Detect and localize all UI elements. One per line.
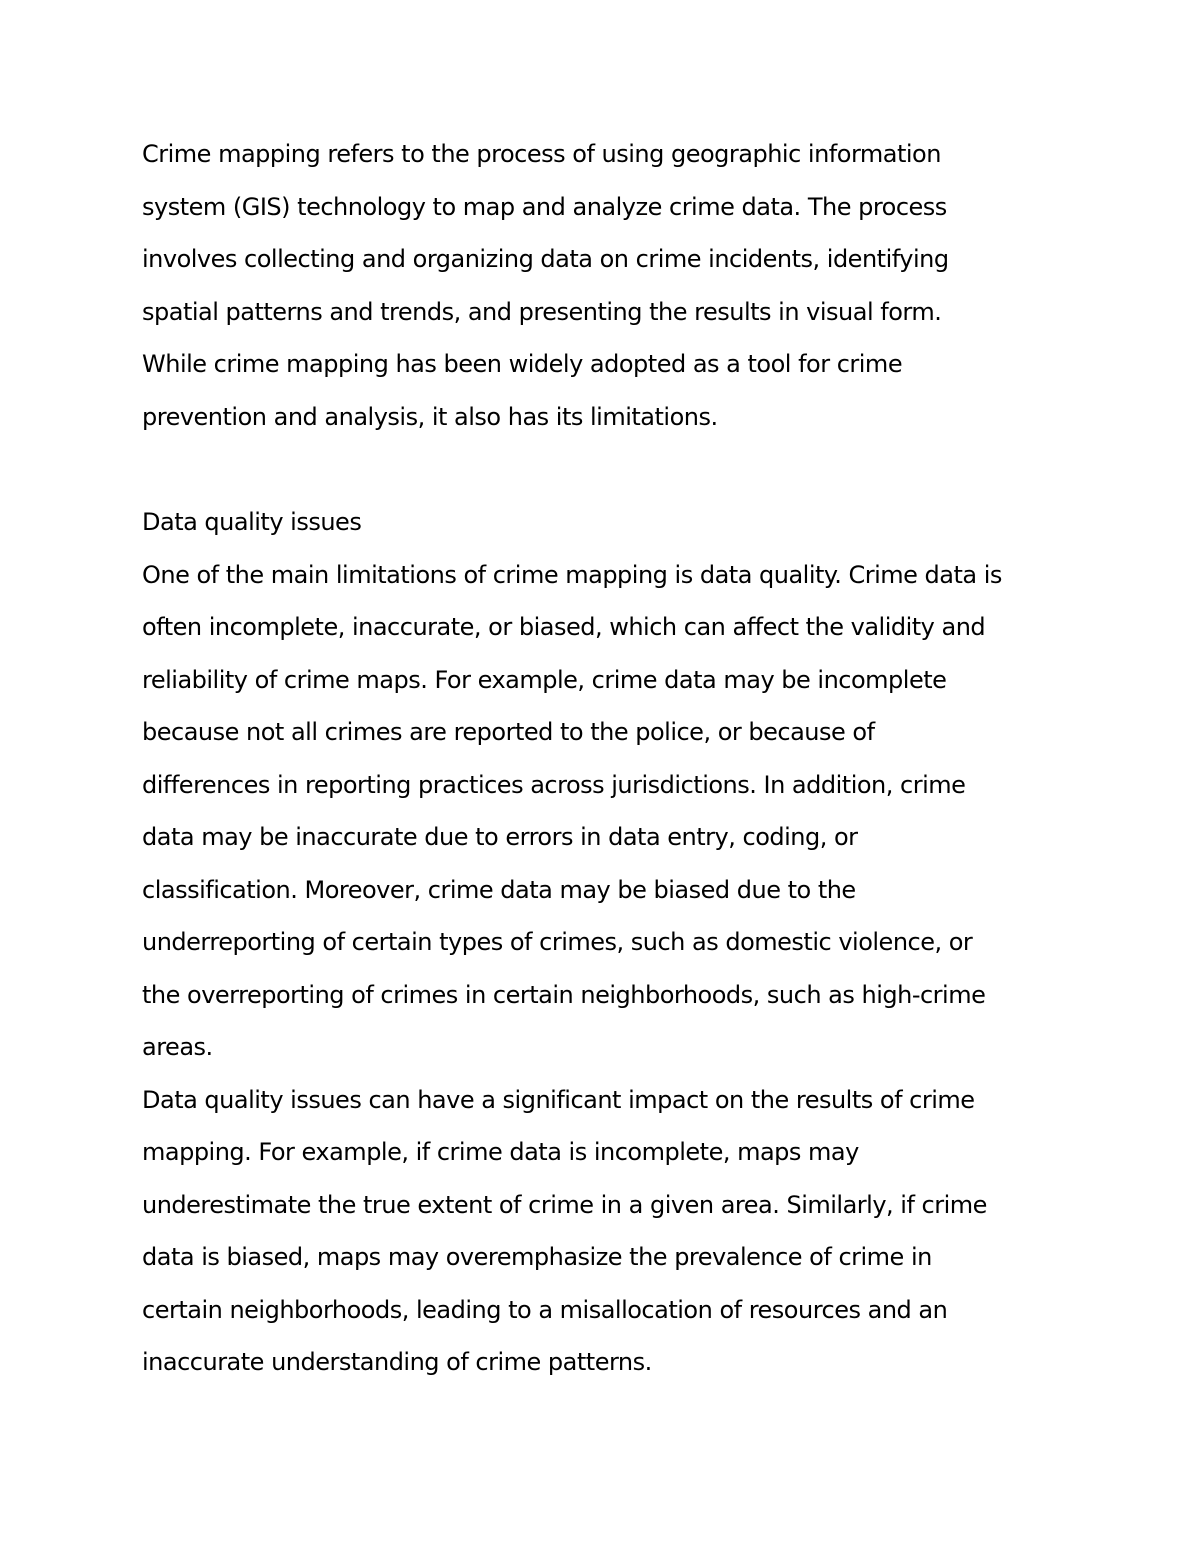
section-heading: Data quality issues xyxy=(142,508,362,536)
text-line: the overreporting of crimes in certain neighborhoods, such as high-crime xyxy=(142,981,986,1009)
text-line: certain neighborhoods, leading to a misallocation of resources and an xyxy=(142,1296,948,1324)
text-line: While crime mapping has been widely adopted as a tool for crime xyxy=(142,350,903,378)
text-line: differences in reporting practices across jurisdictions. In addition, crime xyxy=(142,771,966,799)
text-line: mapping. For example, if crime data is incomplete, maps may xyxy=(142,1138,859,1166)
text-line: reliability of crime maps. For example, crime data may be incomplete xyxy=(142,666,947,694)
text-line: inaccurate understanding of crime patterns. xyxy=(142,1348,652,1376)
text-line: involves collecting and organizing data on crime incidents, identifying xyxy=(142,245,949,273)
text-line: underestimate the true extent of crime in a given area. Similarly, if crime xyxy=(142,1191,987,1219)
text-line: Crime mapping refers to the process of using geographic information xyxy=(142,140,941,168)
text-line: classification. Moreover, crime data may be biased due to the xyxy=(142,876,856,904)
text-line: data may be inaccurate due to errors in data entry, coding, or xyxy=(142,823,858,851)
text-line: because not all crimes are reported to the police, or because of xyxy=(142,718,875,746)
text-line: data is biased, maps may overemphasize the prevalence of crime in xyxy=(142,1243,932,1271)
text-line: often incomplete, inaccurate, or biased, which can affect the validity and xyxy=(142,613,986,641)
text-line: system (GIS) technology to map and analyze crime data. The process xyxy=(142,193,947,221)
text-line: Data quality issues can have a significant impact on the results of crime xyxy=(142,1086,975,1114)
text-line: areas. xyxy=(142,1033,213,1061)
text-line: One of the main limitations of crime mapping is data quality. Crime data is xyxy=(142,561,1002,589)
text-line: spatial patterns and trends, and presenting the results in visual form. xyxy=(142,298,942,326)
text-line: prevention and analysis, it also has its limitations. xyxy=(142,403,718,431)
text-line: underreporting of certain types of crimes, such as domestic violence, or xyxy=(142,928,973,956)
